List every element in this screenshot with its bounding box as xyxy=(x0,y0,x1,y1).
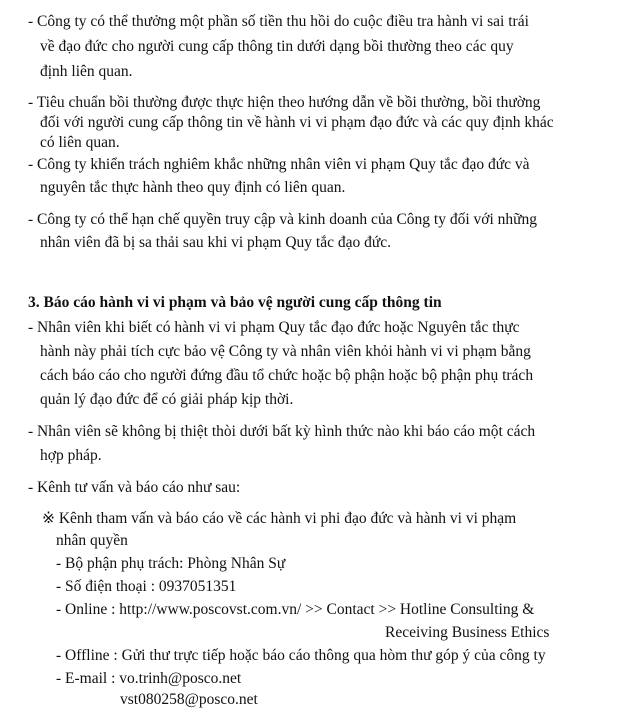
department-line: - Bộ phận phụ trách: Phòng Nhân Sự xyxy=(56,555,286,572)
text-line: định liên quan. xyxy=(40,63,133,80)
email-line: - E-mail : vo.trinh@posco.net xyxy=(56,670,242,687)
email-line-continued: vst080258@posco.net xyxy=(120,691,258,708)
text-line: về đạo đức cho người cung cấp thông tin dưới dạng bồi thường theo các quy xyxy=(40,38,514,55)
phone-line: - Số điện thoại : 0937051351 xyxy=(56,578,237,595)
text-line: có liên quan. xyxy=(40,134,120,151)
channels-intro: - Kênh tư vấn và báo cáo như sau: xyxy=(28,479,241,496)
text-line: hợp pháp. xyxy=(40,447,102,464)
text-line: nhân viên đã bị sa thải sau khi vi phạm Quy tắc đạo đức. xyxy=(40,234,392,251)
text-line: quản lý đạo đức để có giải pháp kịp thời. xyxy=(40,391,294,408)
online-line-continued: Receiving Business Ethics xyxy=(385,624,550,641)
text-line: - Nhân viên sẽ không bị thiệt thòi dưới bất kỳ hình thức nào khi báo cáo một cách xyxy=(28,423,536,440)
text-line: - Tiêu chuẩn bồi thường được thực hiện theo hướng dẫn về bồi thường, bồi thường xyxy=(28,94,541,111)
section-heading: 3. Báo cáo hành vi vi phạm và bảo vệ người cung cấp thông tin xyxy=(28,294,442,311)
offline-line: - Offline : Gửi thư trực tiếp hoặc báo cáo thông qua hòm thư góp ý của công ty xyxy=(56,647,546,664)
text-line: ※ Kênh tham vấn và báo cáo về các hành vi phi đạo đức và hành vi vi phạm xyxy=(42,510,517,527)
text-line: hành này phải tích cực bảo vệ Công ty và nhân viên khỏi hành vi vi phạm bằng xyxy=(40,343,531,360)
text-line: - Công ty có thể hạn chế quyền truy cập và kinh doanh của Công ty đối với những xyxy=(28,211,538,228)
text-line: đối với người cung cấp thông tin về hành vi vi phạm đạo đức và các quy định khác xyxy=(40,114,554,131)
text-line: - Công ty có thể thưởng một phần số tiền thu hồi do cuộc điều tra hành vi sai trái xyxy=(28,13,529,30)
text-line: cách báo cáo cho người đứng đầu tổ chức hoặc bộ phận hoặc bộ phận phụ trách xyxy=(40,367,534,384)
text-line: - Công ty khiển trách nghiêm khắc những nhân viên vi phạm Quy tắc đạo đức và xyxy=(28,156,530,173)
text-line: nguyên tắc thực hành theo quy định có liên quan. xyxy=(40,179,346,196)
online-line: - Online : http://www.poscovst.com.vn/ >> Contact >> Hotline Consulting & xyxy=(56,601,535,618)
text-line: - Nhân viên khi biết có hành vi vi phạm Quy tắc đạo đức hoặc Nguyên tắc thực xyxy=(28,319,520,336)
text-line: nhân quyền xyxy=(56,532,128,549)
